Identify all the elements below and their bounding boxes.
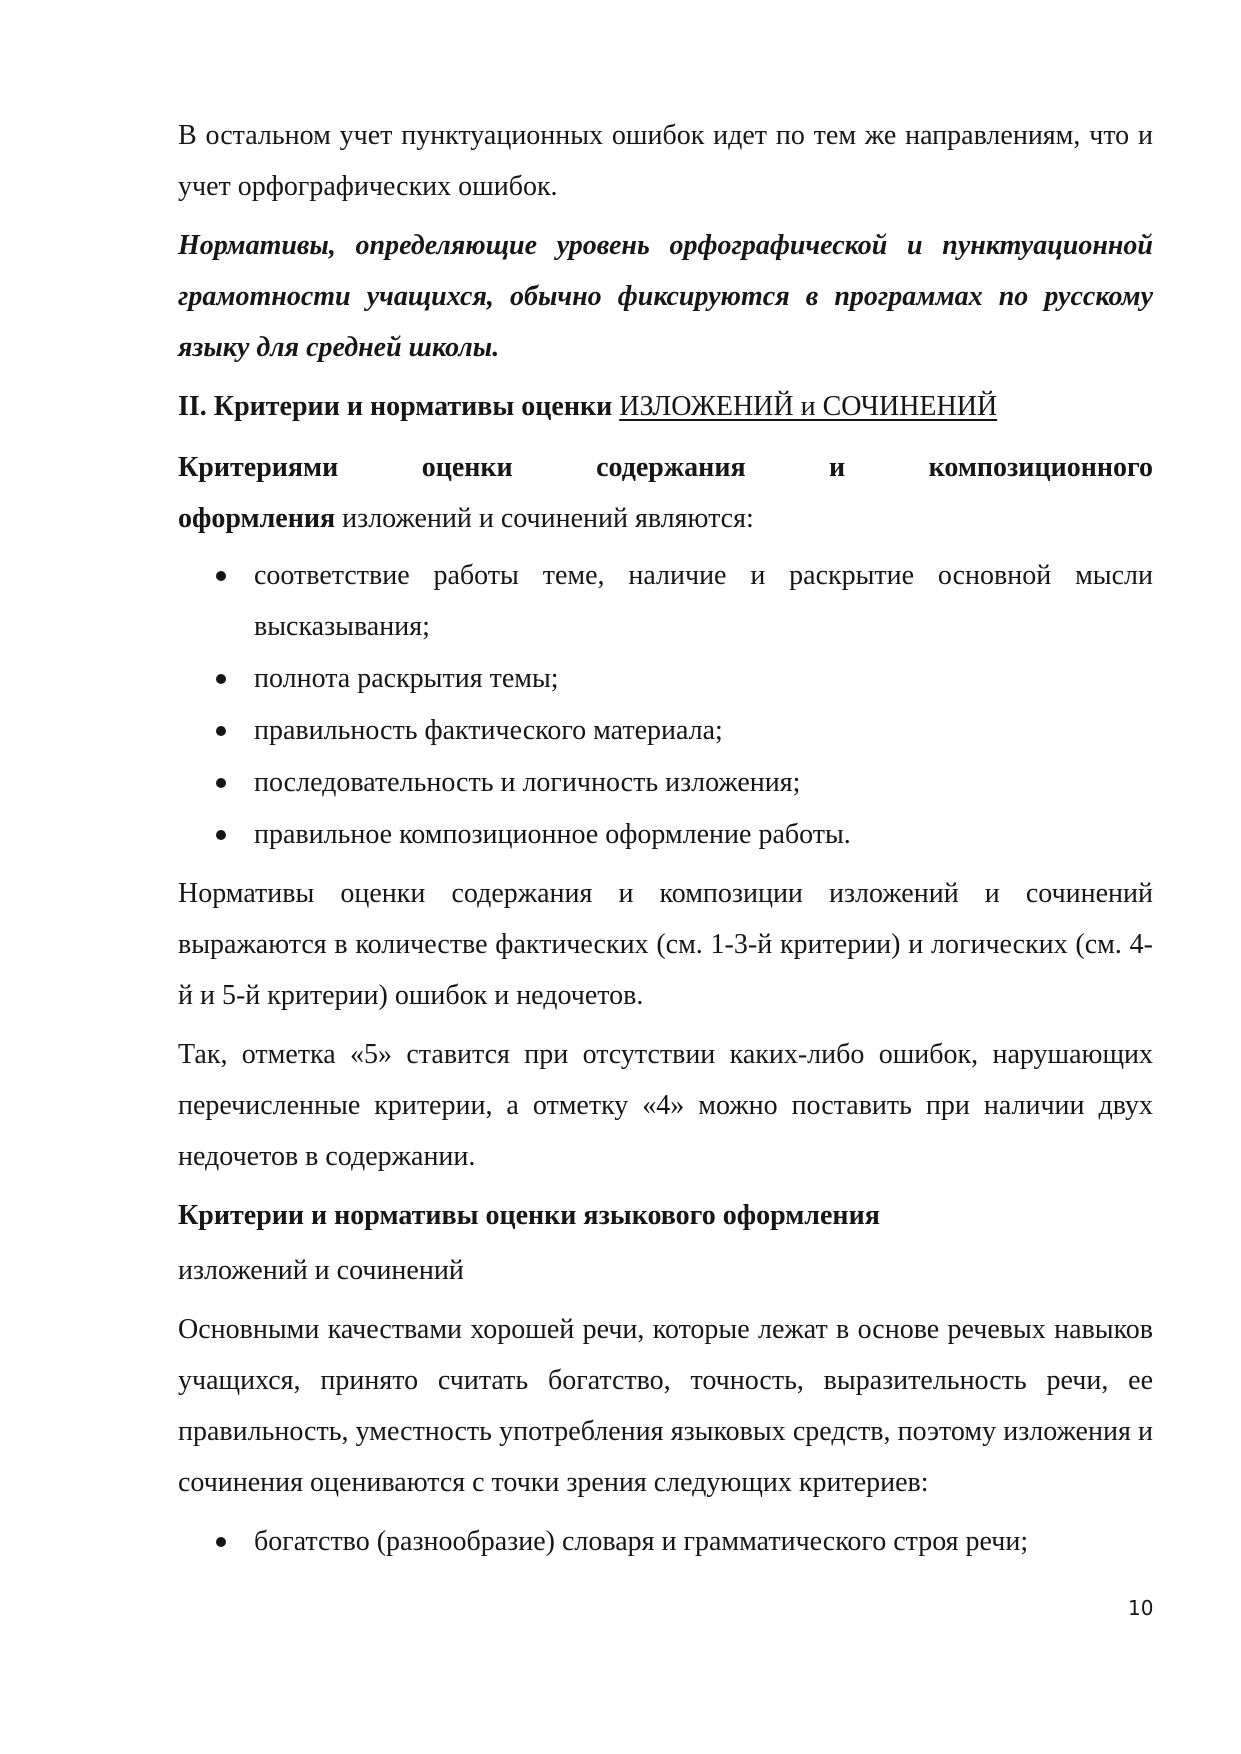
bullet-icon [216,778,226,788]
paragraph-punctuation-accounting: В остальном учет пунктуационных ошибок идет по тем же направлениям, что и учет орфографических ошибок. [178,120,1153,202]
section-heading [178,381,1153,432]
criteria-intro-rest: изложений и сочинений являются: [335,503,754,534]
list-item: последовательность и логичность изложения; [178,757,1153,808]
list-item: богатство (разнообразие) словаря и грамматического строя речи; [178,1516,1153,1567]
paragraph-marks: Так, отметка «5» ставится при отсутствии каких-либо ошибок, нарушающих перечисленные критерии, а отметку «4» можно поставить при наличии двух недочетов в содержании. [178,1039,1153,1172]
bullet-icon [216,830,226,840]
paragraph-speech-qualities: Основными качествами хорошей речи, которые лежат в основе речевых навыков учащихся, принято считать богатство, точность, выразительность речи, ее правильность, уместность употребления языковых средств, поэтому изложения и сочинения оцениваются с точки зрения следующих критериев: [178,1314,1153,1498]
paragraph-norms-literacy: Нормативы, определяющие уровень орфографической и пунктуационной грамотности учащихся, обычно фиксируются в программах по русскому языку для средней школы. [178,230,1153,363]
speech-criteria-list [178,1516,1153,1567]
bullet-icon [216,726,226,736]
subheading-language: Критерии и нормативы оценки языкового оформления [178,1200,880,1231]
list-item: полнота раскрытия темы; [178,653,1153,704]
criteria-intro-second-line [178,493,1153,544]
section-heading-underlined: ИЗЛОЖЕНИЙ и СОЧИНЕНИЙ [619,391,998,422]
criteria-list [178,550,1153,860]
paragraph-criteria-intro [178,442,1153,544]
list-item: правильность фактического материала; [178,705,1153,756]
section-heading-prefix: II. Критерии и нормативы оценки [178,391,620,422]
list-item: правильное композиционное оформление работы. [178,809,1153,860]
criteria-intro-bold-line: Критериями оценки содержания и композиционного [178,452,1153,483]
criteria-intro-bold-word: оформления [178,503,336,534]
page-number: 10 [1128,1596,1154,1620]
bullet-icon [216,571,226,581]
list-item: соответствие работы теме, наличие и раскрытие основной мысли высказывания; [178,550,1153,652]
document-page [178,110,1153,1575]
bullet-icon [216,674,226,684]
subheading-continuation: изложений и сочинений [178,1255,464,1286]
bullet-icon [216,1537,226,1547]
paragraph-norms-content: Нормативы оценки содержания и композиции изложений и сочинений выражаются в количестве фактических (см. 1-3-й критерии) и логических (см. 4-й и 5-й критерии) ошибок и недочетов. [178,878,1153,1011]
